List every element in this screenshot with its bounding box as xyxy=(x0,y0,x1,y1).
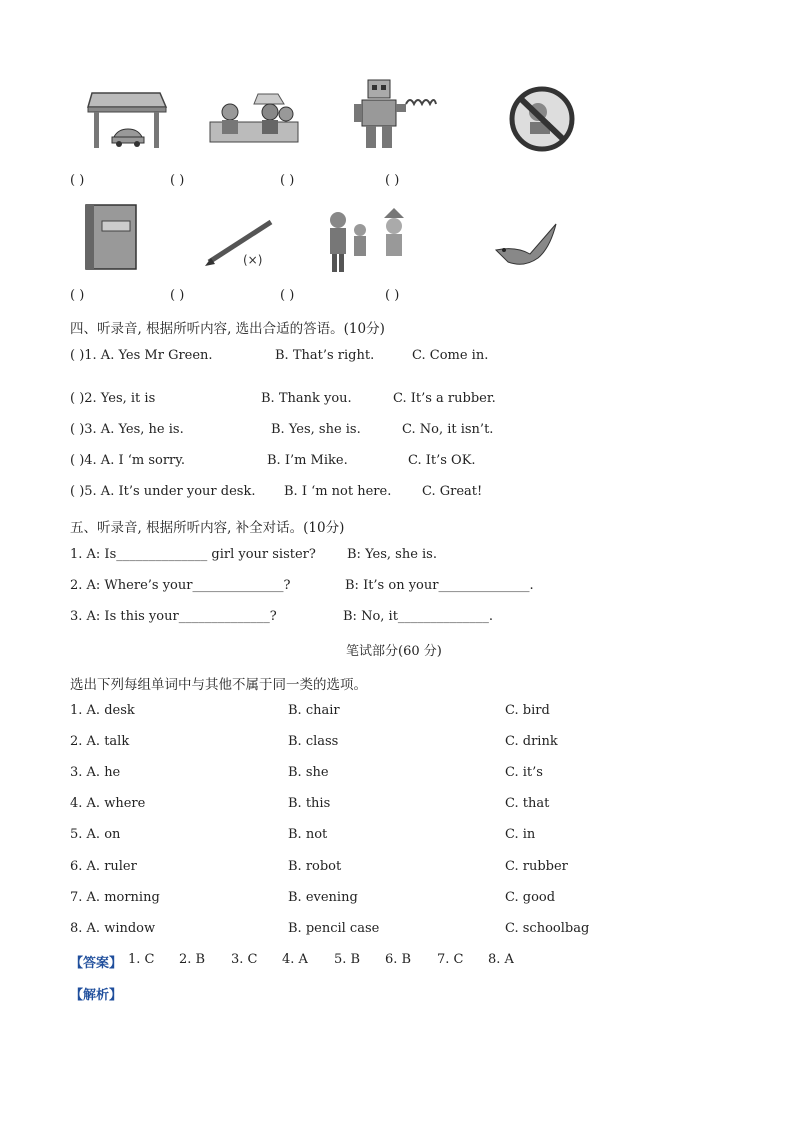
question-4-4: ( )4. A. I ‘m sorry. xyxy=(70,453,186,468)
word-group-option-a: 6. A. ruler xyxy=(70,859,137,874)
word-group-option-b: B. this xyxy=(288,796,331,811)
answer-bracket[interactable]: ( ) xyxy=(385,173,400,188)
section-6-heading: 选出下列每组单词中与其他不属于同一类的选项。 xyxy=(70,677,367,693)
desk-with-toy-car-picture xyxy=(86,85,168,151)
dialogue-1-a: 1. A: Is______________ girl your sister? xyxy=(70,547,316,562)
answer-value: 7. C xyxy=(437,952,464,967)
answer-value: 2. B xyxy=(179,952,206,967)
word-group-option-c: C. bird xyxy=(505,703,550,718)
english-book-picture xyxy=(82,203,142,273)
written-part-title: 笔试部分(60 分) xyxy=(346,644,442,659)
word-group-option-b: B. she xyxy=(288,765,329,780)
word-group-option-b: B. pencil case xyxy=(288,921,380,936)
word-group-option-b: B. robot xyxy=(288,859,342,874)
answer-value: 6. B xyxy=(385,952,412,967)
word-group-option-b: B. chair xyxy=(288,703,340,718)
question-4-5: ( )5. A. It’s under your desk. xyxy=(70,484,256,499)
answer-value: 8. A xyxy=(488,952,514,967)
answer-value: 1. C xyxy=(128,952,155,967)
answer-bracket[interactable]: ( ) xyxy=(70,288,85,303)
analysis-label: 【解析】 xyxy=(70,988,123,1003)
option-c: C. It’s OK. xyxy=(408,453,476,468)
question-4-1: ( )1. A. Yes Mr Green. xyxy=(70,348,213,363)
answer-bracket[interactable]: ( ) xyxy=(70,173,85,188)
classroom-children-picture xyxy=(208,90,300,146)
dialogue-3-b: B: No, it______________. xyxy=(343,609,494,624)
word-group-option-c: C. good xyxy=(505,890,556,905)
answer-value: 5. B xyxy=(334,952,361,967)
dialogue-2-b: B: It’s on your______________. xyxy=(345,578,534,593)
word-group-option-c: C. it’s xyxy=(505,765,543,780)
option-b: B. I’m Mike. xyxy=(267,453,348,468)
children-greeting-picture xyxy=(322,208,414,274)
word-group-option-a: 7. A. morning xyxy=(70,890,160,905)
answer-value: 3. C xyxy=(231,952,258,967)
option-b: B. Thank you. xyxy=(261,391,352,406)
word-group-option-a: 5. A. on xyxy=(70,827,121,842)
word-group-option-c: C. schoolbag xyxy=(505,921,590,936)
answer-bracket[interactable]: ( ) xyxy=(280,288,295,303)
option-b: B. That’s right. xyxy=(275,348,375,363)
answer-bracket[interactable]: ( ) xyxy=(170,173,185,188)
robot-picture xyxy=(354,78,438,152)
answer-bracket[interactable]: ( ) xyxy=(385,288,400,303)
word-group-option-a: 3. A. he xyxy=(70,765,121,780)
option-c: C. Great! xyxy=(422,484,483,499)
word-group-option-a: 1. A. desk xyxy=(70,703,135,718)
word-group-option-a: 2. A. talk xyxy=(70,734,130,749)
word-group-option-b: B. class xyxy=(288,734,339,749)
word-group-option-c: C. that xyxy=(505,796,550,811)
word-group-option-a: 4. A. where xyxy=(70,796,146,811)
svg-text:(×): (×) xyxy=(243,253,263,267)
no-eating-sign-picture xyxy=(508,84,576,154)
section-4-heading: 四、听录音, 根据所听内容, 选出合适的答语。(10分) xyxy=(70,321,385,337)
option-c: C. It’s a rubber. xyxy=(393,391,496,406)
answer-bracket[interactable]: ( ) xyxy=(280,173,295,188)
dialogue-3-a: 3. A: Is this your______________? xyxy=(70,609,277,624)
answer-label: 【答案】 xyxy=(70,956,123,971)
word-group-option-c: C. rubber xyxy=(505,859,568,874)
dialogue-1-b: B: Yes, she is. xyxy=(347,547,437,562)
bird-picture xyxy=(492,220,562,272)
option-b: B. Yes, she is. xyxy=(271,422,361,437)
section-5-heading: 五、听录音, 根据所听内容, 补全对话。(10分) xyxy=(70,520,345,536)
option-c: C. Come in. xyxy=(412,348,489,363)
question-4-3: ( )3. A. Yes, he is. xyxy=(70,422,184,437)
crossed-pen-picture xyxy=(205,218,277,268)
dialogue-2-a: 2. A: Where’s your______________? xyxy=(70,578,291,593)
word-group-option-c: C. in xyxy=(505,827,536,842)
word-group-option-b: B. not xyxy=(288,827,328,842)
answer-bracket[interactable]: ( ) xyxy=(170,288,185,303)
word-group-option-c: C. drink xyxy=(505,734,558,749)
answer-value: 4. A xyxy=(282,952,308,967)
word-group-option-a: 8. A. window xyxy=(70,921,156,936)
word-group-option-b: B. evening xyxy=(288,890,358,905)
question-4-2: ( )2. Yes, it is xyxy=(70,391,156,406)
option-b: B. I ‘m not here. xyxy=(284,484,392,499)
option-c: C. No, it isn’t. xyxy=(402,422,494,437)
